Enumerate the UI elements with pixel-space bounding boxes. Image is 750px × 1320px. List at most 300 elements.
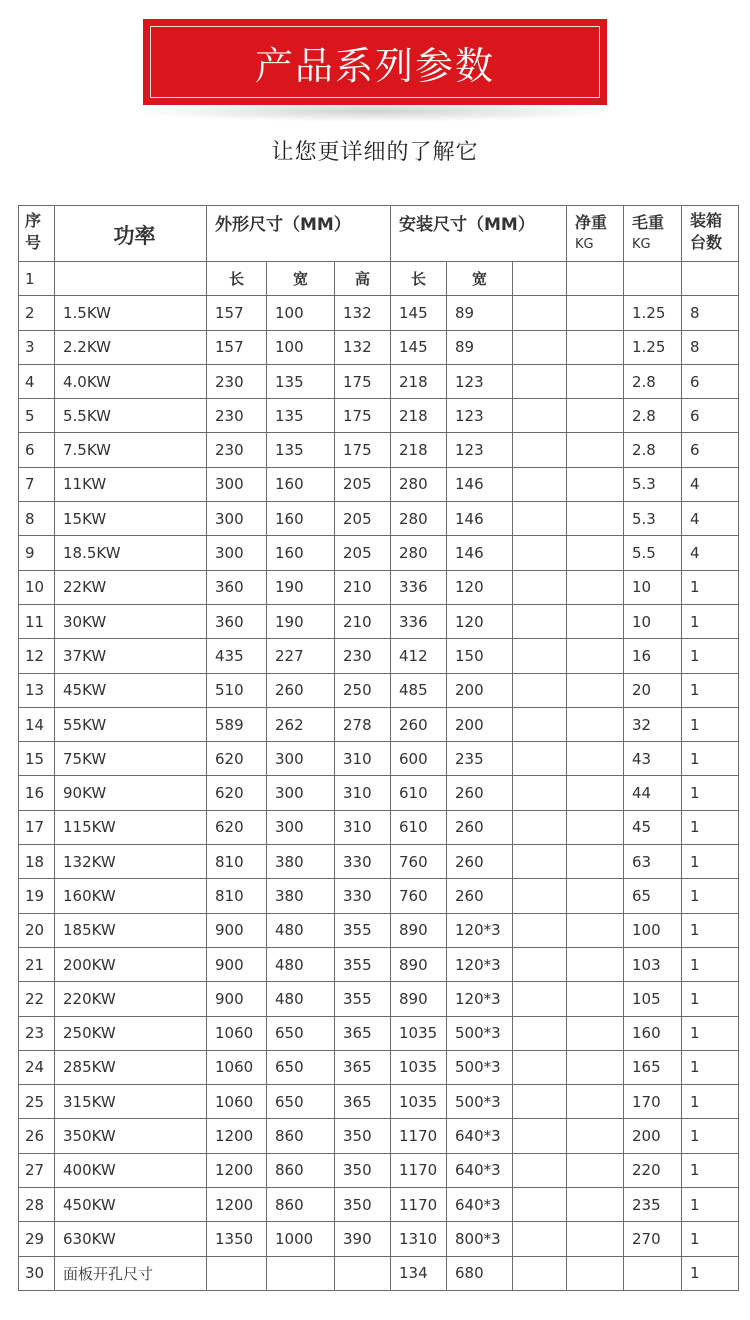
cell-install-length: 760	[391, 845, 447, 879]
cell-empty	[513, 1016, 567, 1050]
cell-power: 11KW	[55, 467, 207, 501]
cell-net-weight	[567, 673, 624, 707]
cell-index: 19	[19, 879, 55, 913]
cell-install-length: 760	[391, 879, 447, 913]
cell-outer-width: 190	[267, 604, 335, 638]
cell-packing: 1	[682, 742, 739, 776]
table-row	[19, 673, 739, 707]
cell-empty	[513, 502, 567, 536]
cell-outer-length: 157	[207, 330, 267, 364]
cell-outer-width: 100	[267, 296, 335, 330]
cell-index: 27	[19, 1153, 55, 1187]
cell-net-weight	[567, 879, 624, 913]
cell-net-weight	[567, 1222, 624, 1256]
cell-net-weight	[567, 1016, 624, 1050]
cell-install-width: 89	[447, 296, 513, 330]
cell-outer-height: 365	[335, 1085, 391, 1119]
cell-packing: 8	[682, 330, 739, 364]
cell-empty	[513, 1153, 567, 1187]
header-packing: 装箱 台数	[682, 206, 739, 262]
cell-index: 10	[19, 570, 55, 604]
table-row	[19, 742, 739, 776]
cell-empty	[513, 1085, 567, 1119]
cell-outer-height: 132	[335, 296, 391, 330]
cell-outer-width: 300	[267, 776, 335, 810]
cell-index: 16	[19, 776, 55, 810]
cell-outer-length: 620	[207, 810, 267, 844]
cell-install-length: 145	[391, 296, 447, 330]
subheader-empty	[513, 262, 567, 296]
cell-power: 315KW	[55, 1085, 207, 1119]
cell-power: 285KW	[55, 1050, 207, 1084]
cell-outer-height: 205	[335, 467, 391, 501]
cell-gross-weight: 220	[624, 1153, 682, 1187]
cell-packing: 1	[682, 1119, 739, 1153]
subheader-index: 1	[19, 262, 55, 296]
cell-install-length: 218	[391, 364, 447, 398]
cell-gross-weight: 2.8	[624, 399, 682, 433]
cell-power: 15KW	[55, 502, 207, 536]
cell-net-weight	[567, 947, 624, 981]
cell-install-width: 640*3	[447, 1119, 513, 1153]
cell-packing: 1	[682, 673, 739, 707]
cell-gross-weight: 2.8	[624, 364, 682, 398]
cell-outer-length: 1060	[207, 1016, 267, 1050]
cell-outer-width: 135	[267, 399, 335, 433]
cell-outer-length: 300	[207, 502, 267, 536]
cell-packing: 4	[682, 467, 739, 501]
cell-packing: 1	[682, 604, 739, 638]
cell-install-width: 150	[447, 639, 513, 673]
cell-gross-weight: 235	[624, 1188, 682, 1222]
cell-packing: 1	[682, 1153, 739, 1187]
cell-install-width: 120	[447, 604, 513, 638]
cell-outer-length	[207, 1256, 267, 1290]
cell-net-weight	[567, 433, 624, 467]
cell-packing: 1	[682, 845, 739, 879]
cell-install-width: 123	[447, 399, 513, 433]
cell-outer-height: 230	[335, 639, 391, 673]
cell-net-weight	[567, 570, 624, 604]
table-row	[19, 399, 739, 433]
cell-outer-length: 810	[207, 845, 267, 879]
cell-install-length: 485	[391, 673, 447, 707]
cell-power: 45KW	[55, 673, 207, 707]
table-body	[19, 296, 739, 1291]
table-row	[19, 1222, 739, 1256]
cell-net-weight	[567, 467, 624, 501]
cell-outer-height: 175	[335, 399, 391, 433]
cell-outer-width: 1000	[267, 1222, 335, 1256]
cell-outer-length: 900	[207, 947, 267, 981]
cell-gross-weight: 44	[624, 776, 682, 810]
table-row	[19, 1050, 739, 1084]
cell-gross-weight: 5.5	[624, 536, 682, 570]
cell-gross-weight: 1.25	[624, 296, 682, 330]
cell-index: 23	[19, 1016, 55, 1050]
cell-outer-height: 205	[335, 536, 391, 570]
cell-gross-weight: 45	[624, 810, 682, 844]
cell-outer-width: 227	[267, 639, 335, 673]
cell-packing: 4	[682, 536, 739, 570]
cell-index: 2	[19, 296, 55, 330]
cell-outer-length: 300	[207, 467, 267, 501]
cell-install-width: 146	[447, 467, 513, 501]
cell-empty	[513, 1050, 567, 1084]
cell-empty	[513, 947, 567, 981]
header-power: 功率	[55, 206, 207, 262]
cell-gross-weight: 103	[624, 947, 682, 981]
subtitle: 让您更详细的了解它	[271, 140, 479, 165]
cell-outer-height: 330	[335, 845, 391, 879]
cell-empty	[513, 879, 567, 913]
cell-gross-weight: 10	[624, 570, 682, 604]
cell-install-width: 500*3	[447, 1050, 513, 1084]
table-row	[19, 570, 739, 604]
cell-empty	[513, 1256, 567, 1290]
cell-install-length: 890	[391, 913, 447, 947]
cell-net-weight	[567, 330, 624, 364]
cell-outer-length: 900	[207, 913, 267, 947]
cell-install-length: 145	[391, 330, 447, 364]
cell-outer-length: 230	[207, 399, 267, 433]
cell-packing: 1	[682, 776, 739, 810]
cell-outer-height: 205	[335, 502, 391, 536]
cell-install-width: 89	[447, 330, 513, 364]
cell-outer-height: 175	[335, 364, 391, 398]
cell-outer-width: 260	[267, 673, 335, 707]
cell-install-length: 280	[391, 502, 447, 536]
cell-index: 6	[19, 433, 55, 467]
cell-outer-length: 510	[207, 673, 267, 707]
cell-power: 115KW	[55, 810, 207, 844]
cell-outer-width: 262	[267, 707, 335, 741]
cell-empty	[513, 639, 567, 673]
cell-power: 132KW	[55, 845, 207, 879]
cell-outer-height: 310	[335, 742, 391, 776]
header-outer-size: 外形尺寸（MM）	[207, 206, 391, 262]
cell-install-width: 146	[447, 536, 513, 570]
table-row	[19, 913, 739, 947]
cell-outer-height: 175	[335, 433, 391, 467]
cell-gross-weight: 16	[624, 639, 682, 673]
cell-index: 14	[19, 707, 55, 741]
cell-net-weight	[567, 776, 624, 810]
cell-outer-height: 350	[335, 1188, 391, 1222]
cell-install-length: 1170	[391, 1153, 447, 1187]
cell-index: 3	[19, 330, 55, 364]
subheader-packing	[682, 262, 739, 296]
cell-empty	[513, 742, 567, 776]
cell-install-width: 500*3	[447, 1085, 513, 1119]
cell-packing: 1	[682, 1188, 739, 1222]
table-row	[19, 433, 739, 467]
cell-outer-width: 480	[267, 947, 335, 981]
table-row	[19, 1153, 739, 1187]
cell-outer-width: 190	[267, 570, 335, 604]
cell-install-length: 1170	[391, 1188, 447, 1222]
cell-outer-length: 1060	[207, 1050, 267, 1084]
cell-packing: 1	[682, 1050, 739, 1084]
cell-outer-length: 1350	[207, 1222, 267, 1256]
cell-empty	[513, 570, 567, 604]
cell-power: 450KW	[55, 1188, 207, 1222]
cell-outer-height: 355	[335, 947, 391, 981]
cell-index: 26	[19, 1119, 55, 1153]
cell-outer-height: 278	[335, 707, 391, 741]
cell-packing: 1	[682, 1222, 739, 1256]
cell-net-weight	[567, 1050, 624, 1084]
cell-install-length: 280	[391, 536, 447, 570]
cell-outer-width: 160	[267, 536, 335, 570]
cell-install-width: 200	[447, 707, 513, 741]
table-row	[19, 845, 739, 879]
cell-outer-height: 355	[335, 982, 391, 1016]
cell-outer-height: 310	[335, 776, 391, 810]
subheader-power	[55, 262, 207, 296]
cell-index: 20	[19, 913, 55, 947]
cell-empty	[513, 673, 567, 707]
spec-table	[18, 205, 739, 1291]
cell-outer-length: 435	[207, 639, 267, 673]
cell-index: 9	[19, 536, 55, 570]
table-row	[19, 639, 739, 673]
cell-net-weight	[567, 399, 624, 433]
cell-install-width: 120*3	[447, 947, 513, 981]
cell-outer-width: 860	[267, 1119, 335, 1153]
subheader-row	[19, 262, 739, 296]
cell-index: 5	[19, 399, 55, 433]
cell-net-weight	[567, 1256, 624, 1290]
cell-install-length: 260	[391, 707, 447, 741]
header-gross-weight: 毛重 KG	[624, 206, 682, 262]
cell-gross-weight: 10	[624, 604, 682, 638]
cell-outer-width: 480	[267, 982, 335, 1016]
table-row	[19, 879, 739, 913]
cell-power: 250KW	[55, 1016, 207, 1050]
cell-index: 13	[19, 673, 55, 707]
table-row	[19, 330, 739, 364]
cell-net-weight	[567, 982, 624, 1016]
cell-outer-length: 1200	[207, 1188, 267, 1222]
cell-empty	[513, 330, 567, 364]
cell-outer-width: 650	[267, 1085, 335, 1119]
cell-index: 25	[19, 1085, 55, 1119]
cell-index: 18	[19, 845, 55, 879]
subheader-outer-width: 宽	[267, 262, 335, 296]
cell-empty	[513, 399, 567, 433]
cell-install-length: 336	[391, 604, 447, 638]
cell-power: 5.5KW	[55, 399, 207, 433]
header-install-size: 安装尺寸（MM）	[391, 206, 567, 262]
table-row	[19, 1119, 739, 1153]
cell-install-width: 146	[447, 502, 513, 536]
cell-index: 8	[19, 502, 55, 536]
cell-install-length: 1035	[391, 1050, 447, 1084]
cell-net-weight	[567, 845, 624, 879]
cell-outer-width: 650	[267, 1016, 335, 1050]
cell-index: 30	[19, 1256, 55, 1290]
cell-gross-weight: 100	[624, 913, 682, 947]
header-net-weight: 净重 KG	[567, 206, 624, 262]
cell-gross-weight: 5.3	[624, 467, 682, 501]
cell-gross-weight: 65	[624, 879, 682, 913]
cell-install-width: 260	[447, 879, 513, 913]
cell-power: 200KW	[55, 947, 207, 981]
cell-install-width: 260	[447, 810, 513, 844]
banner-title: 产品系列参数	[254, 43, 495, 88]
cell-packing: 1	[682, 1256, 739, 1290]
cell-outer-height: 132	[335, 330, 391, 364]
cell-outer-length: 1200	[207, 1153, 267, 1187]
cell-outer-width: 300	[267, 742, 335, 776]
cell-power: 75KW	[55, 742, 207, 776]
cell-packing: 1	[682, 810, 739, 844]
cell-packing: 1	[682, 707, 739, 741]
cell-empty	[513, 536, 567, 570]
cell-outer-width: 100	[267, 330, 335, 364]
cell-power: 90KW	[55, 776, 207, 810]
cell-empty	[513, 467, 567, 501]
cell-install-width: 800*3	[447, 1222, 513, 1256]
cell-outer-width: 650	[267, 1050, 335, 1084]
table-row	[19, 947, 739, 981]
table-row	[19, 1016, 739, 1050]
cell-gross-weight: 200	[624, 1119, 682, 1153]
cell-empty	[513, 364, 567, 398]
cell-outer-width: 860	[267, 1188, 335, 1222]
cell-index: 4	[19, 364, 55, 398]
cell-outer-length: 1200	[207, 1119, 267, 1153]
cell-packing: 4	[682, 502, 739, 536]
subheader-net-weight	[567, 262, 624, 296]
cell-outer-length: 360	[207, 604, 267, 638]
cell-outer-length: 810	[207, 879, 267, 913]
cell-empty	[513, 810, 567, 844]
cell-outer-height: 390	[335, 1222, 391, 1256]
header-row	[19, 206, 739, 262]
cell-packing: 6	[682, 364, 739, 398]
cell-empty	[513, 1188, 567, 1222]
table-row	[19, 364, 739, 398]
cell-gross-weight	[624, 1256, 682, 1290]
cell-packing: 1	[682, 570, 739, 604]
table-row	[19, 604, 739, 638]
cell-install-length: 280	[391, 467, 447, 501]
table-row	[19, 1188, 739, 1222]
cell-install-width: 120*3	[447, 982, 513, 1016]
cell-install-length: 890	[391, 982, 447, 1016]
cell-net-weight	[567, 742, 624, 776]
cell-power: 7.5KW	[55, 433, 207, 467]
cell-install-length: 134	[391, 1256, 447, 1290]
cell-outer-length: 589	[207, 707, 267, 741]
cell-gross-weight: 43	[624, 742, 682, 776]
cell-outer-height: 330	[335, 879, 391, 913]
cell-outer-length: 360	[207, 570, 267, 604]
cell-packing: 8	[682, 296, 739, 330]
cell-install-width: 120*3	[447, 913, 513, 947]
cell-net-weight	[567, 707, 624, 741]
cell-outer-width: 300	[267, 810, 335, 844]
cell-outer-length: 900	[207, 982, 267, 1016]
cell-net-weight	[567, 1085, 624, 1119]
cell-install-width: 260	[447, 776, 513, 810]
cell-power: 350KW	[55, 1119, 207, 1153]
table-row	[19, 810, 739, 844]
cell-packing: 1	[682, 879, 739, 913]
cell-install-length: 336	[391, 570, 447, 604]
cell-power: 220KW	[55, 982, 207, 1016]
cell-index: 17	[19, 810, 55, 844]
cell-install-width: 680	[447, 1256, 513, 1290]
cell-outer-length: 157	[207, 296, 267, 330]
cell-outer-length: 230	[207, 364, 267, 398]
cell-packing: 1	[682, 639, 739, 673]
cell-empty	[513, 776, 567, 810]
cell-empty	[513, 296, 567, 330]
cell-gross-weight: 2.8	[624, 433, 682, 467]
cell-power: 160KW	[55, 879, 207, 913]
cell-gross-weight: 32	[624, 707, 682, 741]
cell-gross-weight: 20	[624, 673, 682, 707]
cell-power: 630KW	[55, 1222, 207, 1256]
cell-index: 22	[19, 982, 55, 1016]
cell-empty	[513, 604, 567, 638]
cell-gross-weight: 105	[624, 982, 682, 1016]
cell-outer-length: 230	[207, 433, 267, 467]
cell-index: 21	[19, 947, 55, 981]
cell-outer-length: 620	[207, 742, 267, 776]
cell-outer-height: 365	[335, 1050, 391, 1084]
cell-packing: 1	[682, 982, 739, 1016]
cell-packing: 1	[682, 1016, 739, 1050]
cell-power: 22KW	[55, 570, 207, 604]
cell-packing: 1	[682, 947, 739, 981]
cell-power: 400KW	[55, 1153, 207, 1187]
cell-outer-width: 160	[267, 502, 335, 536]
cell-install-width: 260	[447, 845, 513, 879]
cell-gross-weight: 170	[624, 1085, 682, 1119]
cell-power: 面板开孔尺寸	[55, 1256, 207, 1290]
cell-outer-width: 160	[267, 467, 335, 501]
cell-net-weight	[567, 1153, 624, 1187]
cell-install-width: 500*3	[447, 1016, 513, 1050]
cell-outer-width: 135	[267, 364, 335, 398]
cell-gross-weight: 160	[624, 1016, 682, 1050]
cell-net-weight	[567, 502, 624, 536]
cell-outer-height: 310	[335, 810, 391, 844]
table-row	[19, 707, 739, 741]
cell-net-weight	[567, 1119, 624, 1153]
cell-install-length: 1035	[391, 1085, 447, 1119]
cell-outer-width: 860	[267, 1153, 335, 1187]
cell-install-length: 218	[391, 399, 447, 433]
header-index: 序 号	[19, 206, 55, 262]
cell-outer-height: 210	[335, 570, 391, 604]
title-banner	[143, 19, 607, 105]
cell-index: 29	[19, 1222, 55, 1256]
cell-power: 185KW	[55, 913, 207, 947]
table-row	[19, 982, 739, 1016]
cell-outer-width: 380	[267, 845, 335, 879]
cell-packing: 6	[682, 433, 739, 467]
cell-power: 18.5KW	[55, 536, 207, 570]
cell-outer-width: 380	[267, 879, 335, 913]
cell-net-weight	[567, 639, 624, 673]
cell-gross-weight: 1.25	[624, 330, 682, 364]
cell-outer-height: 210	[335, 604, 391, 638]
